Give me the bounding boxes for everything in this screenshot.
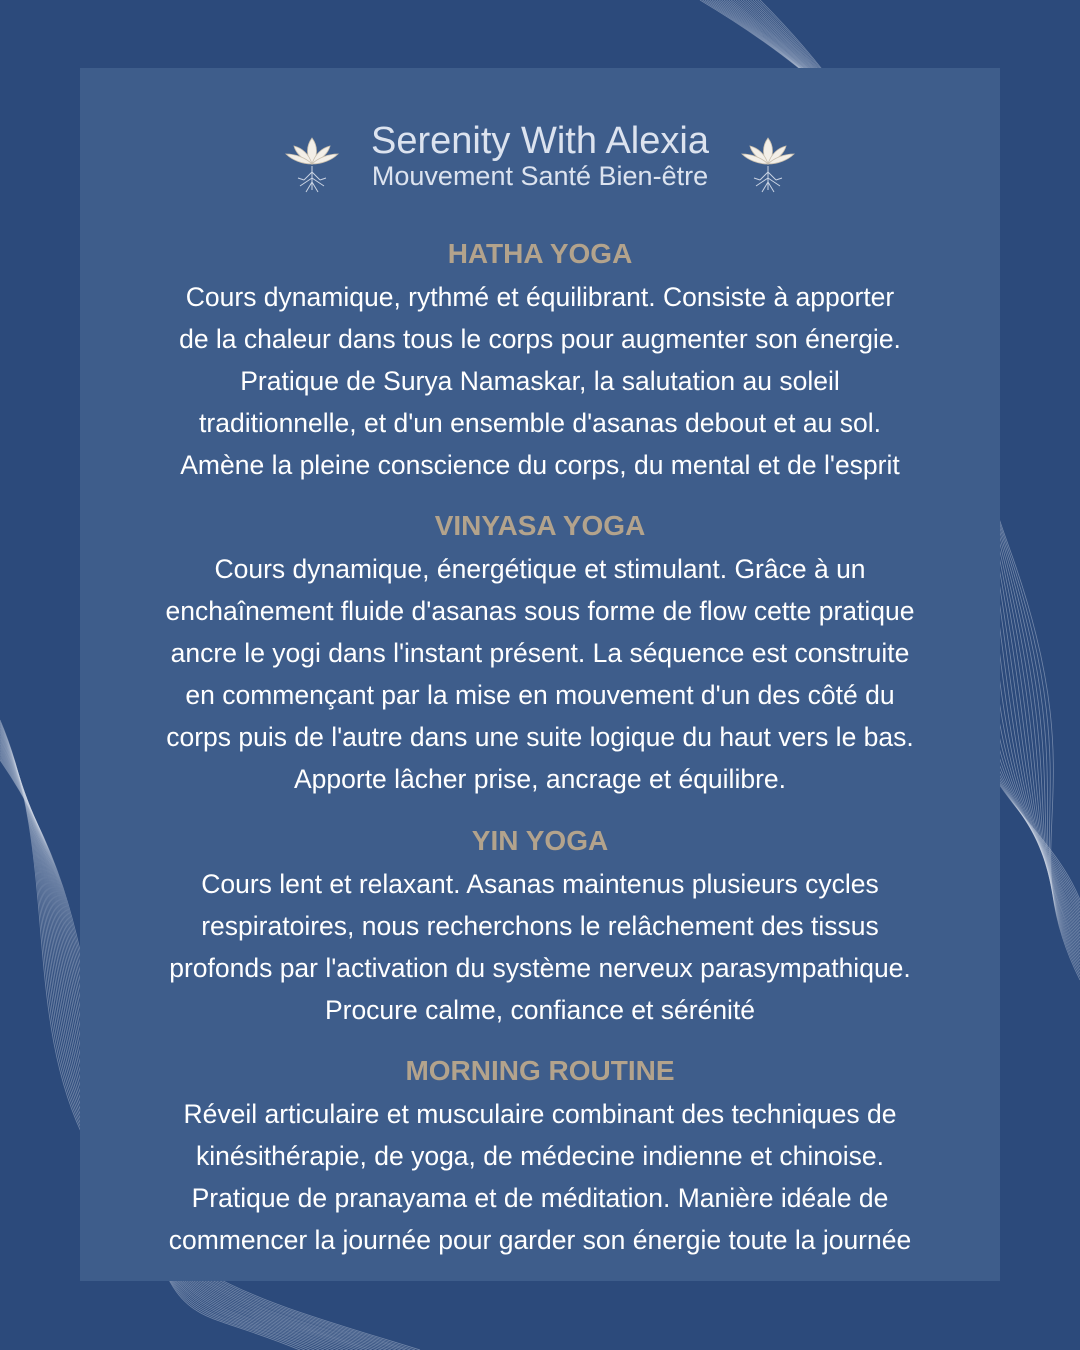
brand-title: Serenity With Alexia xyxy=(371,120,709,162)
section-description xyxy=(100,548,980,800)
description-line: Pratique de Surya Namaskar, la salutation au soleil xyxy=(240,366,840,396)
description-line: respiratoires, nous recherchons le relâchement des tissus xyxy=(201,911,879,941)
description-line: traditionnelle, et d'un ensemble d'asanas debout et au sol. xyxy=(199,408,881,438)
section-heading: YIN YOGA xyxy=(471,825,609,856)
section-morning-routine xyxy=(100,1053,980,1261)
description-line: Apporte lâcher prise, ancrage et équilibre. xyxy=(293,764,786,794)
description-line: en commençant par la mise en mouvement d'un des côté du xyxy=(185,680,895,710)
description-line: corps puis de l'autre dans une suite logique du haut vers le bas. xyxy=(166,722,914,752)
section-vinyasa-yoga xyxy=(100,508,980,800)
description-line: Amène la pleine conscience du corps, du mental et de l'esprit xyxy=(180,450,900,480)
description-line: Cours lent et relaxant. Asanas maintenus plusieurs cycles xyxy=(201,869,879,899)
section-heading: HATHA YOGA xyxy=(447,238,633,269)
description-line: Pratique de pranayama et de méditation. Manière idéale de xyxy=(191,1183,889,1213)
description-line: Cours dynamique, énergétique et stimulant. Grâce à un xyxy=(214,554,866,584)
description-line: profonds par l'activation du système nerveux parasympathique. xyxy=(169,953,911,983)
description-line: kinésithérapie, de yoga, de médecine indienne et chinoise. xyxy=(196,1141,884,1171)
description-line: de la chaleur dans tous le corps pour augmenter son énergie. xyxy=(179,324,901,354)
section-yin-yoga xyxy=(100,823,980,1031)
section-heading: MORNING ROUTINE xyxy=(405,1055,675,1086)
description-line: Réveil articulaire et musculaire combinant des techniques de xyxy=(183,1099,897,1129)
description-line: Cours dynamique, rythmé et équilibrant. Consiste à apporter xyxy=(185,282,895,312)
brand-header xyxy=(0,118,1080,198)
description-line: ancre le yogi dans l'instant présent. La séquence est construite xyxy=(170,638,910,668)
description-line: commencer la journée pour garder son énergie toute la journée xyxy=(168,1225,912,1255)
section-hatha-yoga xyxy=(100,236,980,486)
description-line: enchaînement fluide d'asanas sous forme de flow cette pratique xyxy=(165,596,915,626)
section-description xyxy=(100,863,980,1031)
lotus-icon xyxy=(740,132,796,194)
section-description xyxy=(100,1093,980,1261)
brand-subtitle: Mouvement Santé Bien-être xyxy=(371,161,709,191)
description-line: Procure calme, confiance et sérénité xyxy=(324,995,756,1025)
section-heading: VINYASA YOGA xyxy=(434,510,646,541)
section-description xyxy=(100,276,980,486)
